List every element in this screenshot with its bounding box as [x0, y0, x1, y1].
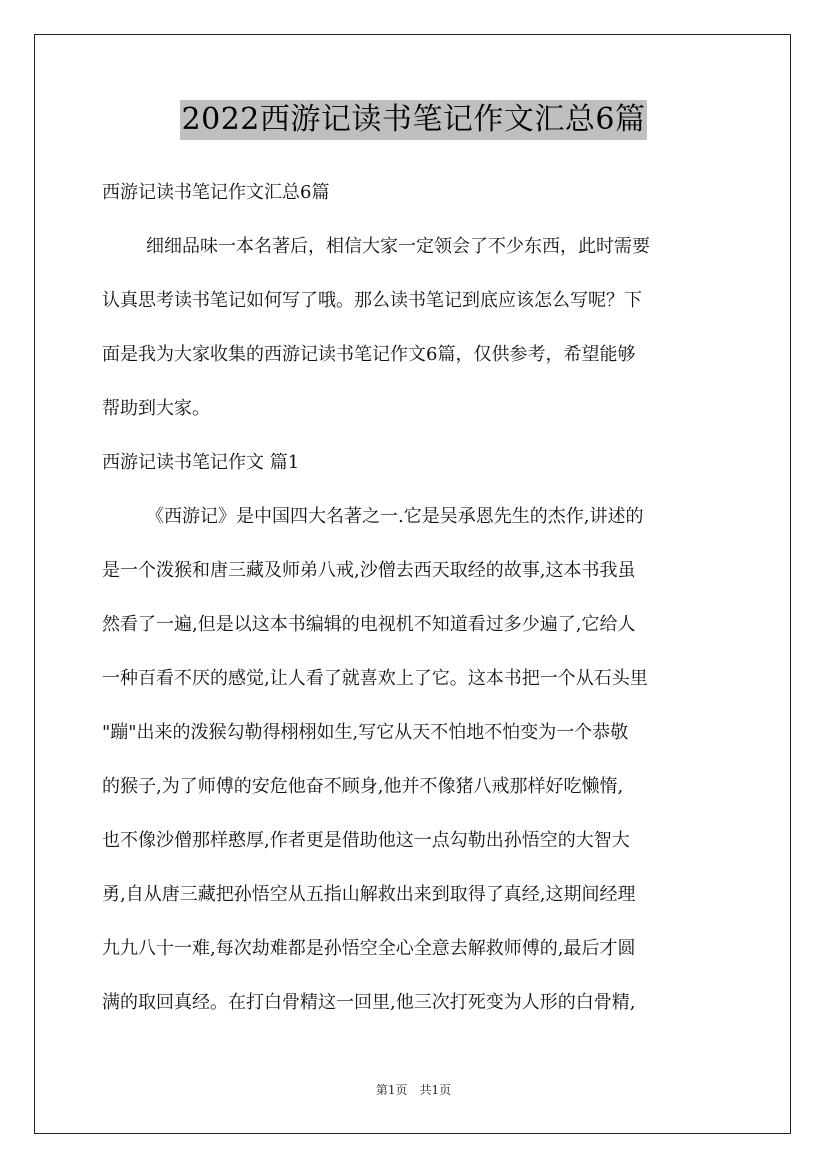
- intro-line: 帮助到大家。: [102, 398, 210, 419]
- essay-line: "蹦"出来的泼猴勾勒得栩栩如生,写它从天不怕地不怕变为一个恭敬: [102, 722, 629, 743]
- intro-line: 面是我为大家收集的西游记读书笔记作文6篇，仅供参考，希望能够: [102, 344, 636, 365]
- essay-line: 九九八十一难,每次劫难都是孙悟空全心全意去解救师傅的,最后才圆: [102, 938, 636, 959]
- essay-line: 也不像沙僧那样憨厚,作者更是借助他这一点勾勒出孙悟空的大智大: [102, 830, 630, 851]
- essay-line: 满的取回真经。在打白骨精这一回里,他三次打死变为人形的白骨精,: [102, 992, 636, 1013]
- essay-line: 《西游记》是中国四大名著之一.它是吴承恩先生的杰作,讲述的: [146, 506, 644, 527]
- document-body: [102, 166, 726, 1030]
- page-number: 第1页: [375, 1083, 408, 1097]
- intro-line: 细细品味一本名著后，相信大家一定领会了不少东西，此时需要: [146, 236, 650, 257]
- page-total: 共1页: [419, 1083, 452, 1097]
- section-heading: 西游记读书笔记作文 篇1: [102, 452, 300, 473]
- page-footer: [0, 1082, 827, 1098]
- essay-line: 的猴子,为了师傅的安危他奋不顾身,他并不像猪八戒那样好吃懒惰,: [102, 776, 624, 797]
- essay-line: 勇,自从唐三藏把孙悟空从五指山解救出来到取得了真经,这期间经理: [102, 884, 636, 905]
- title-container: [0, 100, 827, 140]
- intro-line: 认真思考读书笔记如何写了哦。那么读书笔记到底应该怎么写呢？下: [102, 290, 642, 311]
- essay-line: 然看了一遍,但是以这本书编辑的电视机不知道看过多少遍了,它给人: [102, 614, 636, 635]
- document-subtitle: 西游记读书笔记作文汇总6篇: [102, 182, 330, 203]
- document-title: 2022西游记读书笔记作文汇总6篇: [180, 100, 648, 140]
- essay-line: 是一个泼猴和唐三藏及师弟八戒,沙僧去西天取经的故事,这本书我虽: [102, 560, 636, 581]
- essay-line: 一种百看不厌的感觉,让人看了就喜欢上了它。这本书把一个从石头里: [102, 668, 648, 689]
